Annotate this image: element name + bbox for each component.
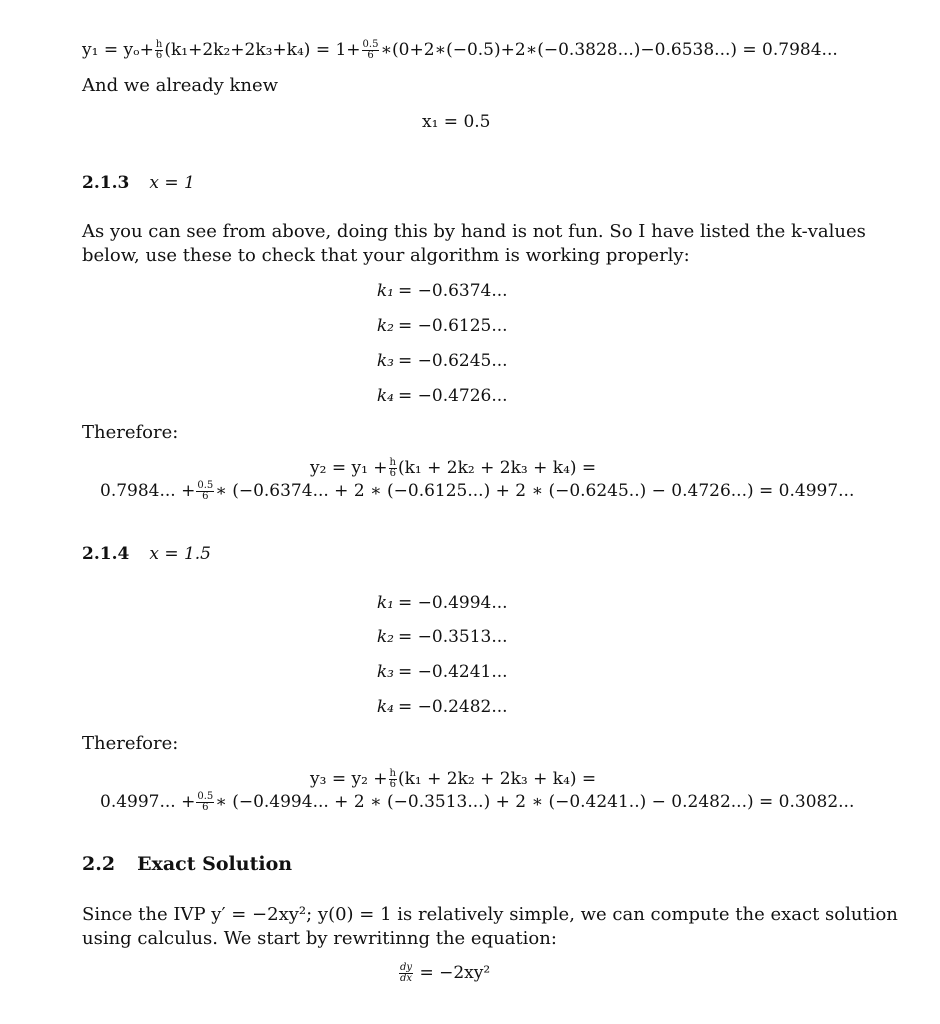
section-heading-2-1-3: 2.1.3 x = 1 bbox=[82, 173, 195, 193]
y3-equation-line-1: y₃ = y₂ + $\frac{h}{6}$ (k₁ + 2k₂ + 2k₃ + k₄) = bbox=[310, 768, 597, 790]
paragraph-line-1: Since the IVP y′ = −2xy²; y(0) = 1 is relatively simple, we can compute the exact solution bbox=[82, 904, 898, 925]
y2-equation-line-1: y₂ = y₁ + $\frac{h}{6}$ (k₁ + 2k₂ + 2k₃ + k₄) = bbox=[310, 457, 597, 479]
y3-equation-line-2: 0.4997... + $\frac{0.5}{6}$ ∗ (−0.4994... + 2 ∗ (−0.3513...) + 2 ∗ (−0.4241..) − 0.2482...) = 0.3082... bbox=[100, 791, 855, 813]
fraction-h-over-6: $\frac{h}{6}$ bbox=[155, 39, 163, 61]
x1-equation: x₁ = 0.5 bbox=[422, 112, 491, 132]
therefore-text: Therefore: bbox=[82, 422, 179, 443]
fraction-0.5-over-6: $\frac{0.5}{6}$ bbox=[362, 39, 379, 61]
y2-equation-line-2: 0.7984... + $\frac{0.5}{6}$ ∗ (−0.6374... + 2 ∗ (−0.6125...) + 2 ∗ (−0.6245..) − 0.4726...) = 0.4997... bbox=[100, 480, 855, 502]
y1-equation: y₁ = yₒ+ $\frac{h}{6}$ (k₁+2k₂+2k₃+k₄) = 1+ $\frac{0.5}{6}$ ∗(0+2∗(−0.5)+2∗(−0.3828...)−0.6538...) = 0.7984... bbox=[82, 39, 838, 61]
already-knew-text: And we already knew bbox=[82, 75, 279, 96]
section-heading-2-2: 2.2 Exact Solution bbox=[82, 853, 293, 875]
paragraph-line-2: below, use these to check that your algorithm is working properly: bbox=[82, 245, 690, 266]
paragraph-line-1: As you can see from above, doing this by hand is not fun. So I have listed the k-values bbox=[82, 221, 866, 242]
section-heading-2-1-4: 2.1.4 x = 1.5 bbox=[82, 544, 212, 564]
paragraph-line-2: using calculus. We start by rewritinng the equation: bbox=[82, 928, 557, 949]
differential-equation: $\frac{dy}{dx}$ = −2xy² bbox=[400, 962, 491, 984]
therefore-text: Therefore: bbox=[82, 733, 179, 754]
